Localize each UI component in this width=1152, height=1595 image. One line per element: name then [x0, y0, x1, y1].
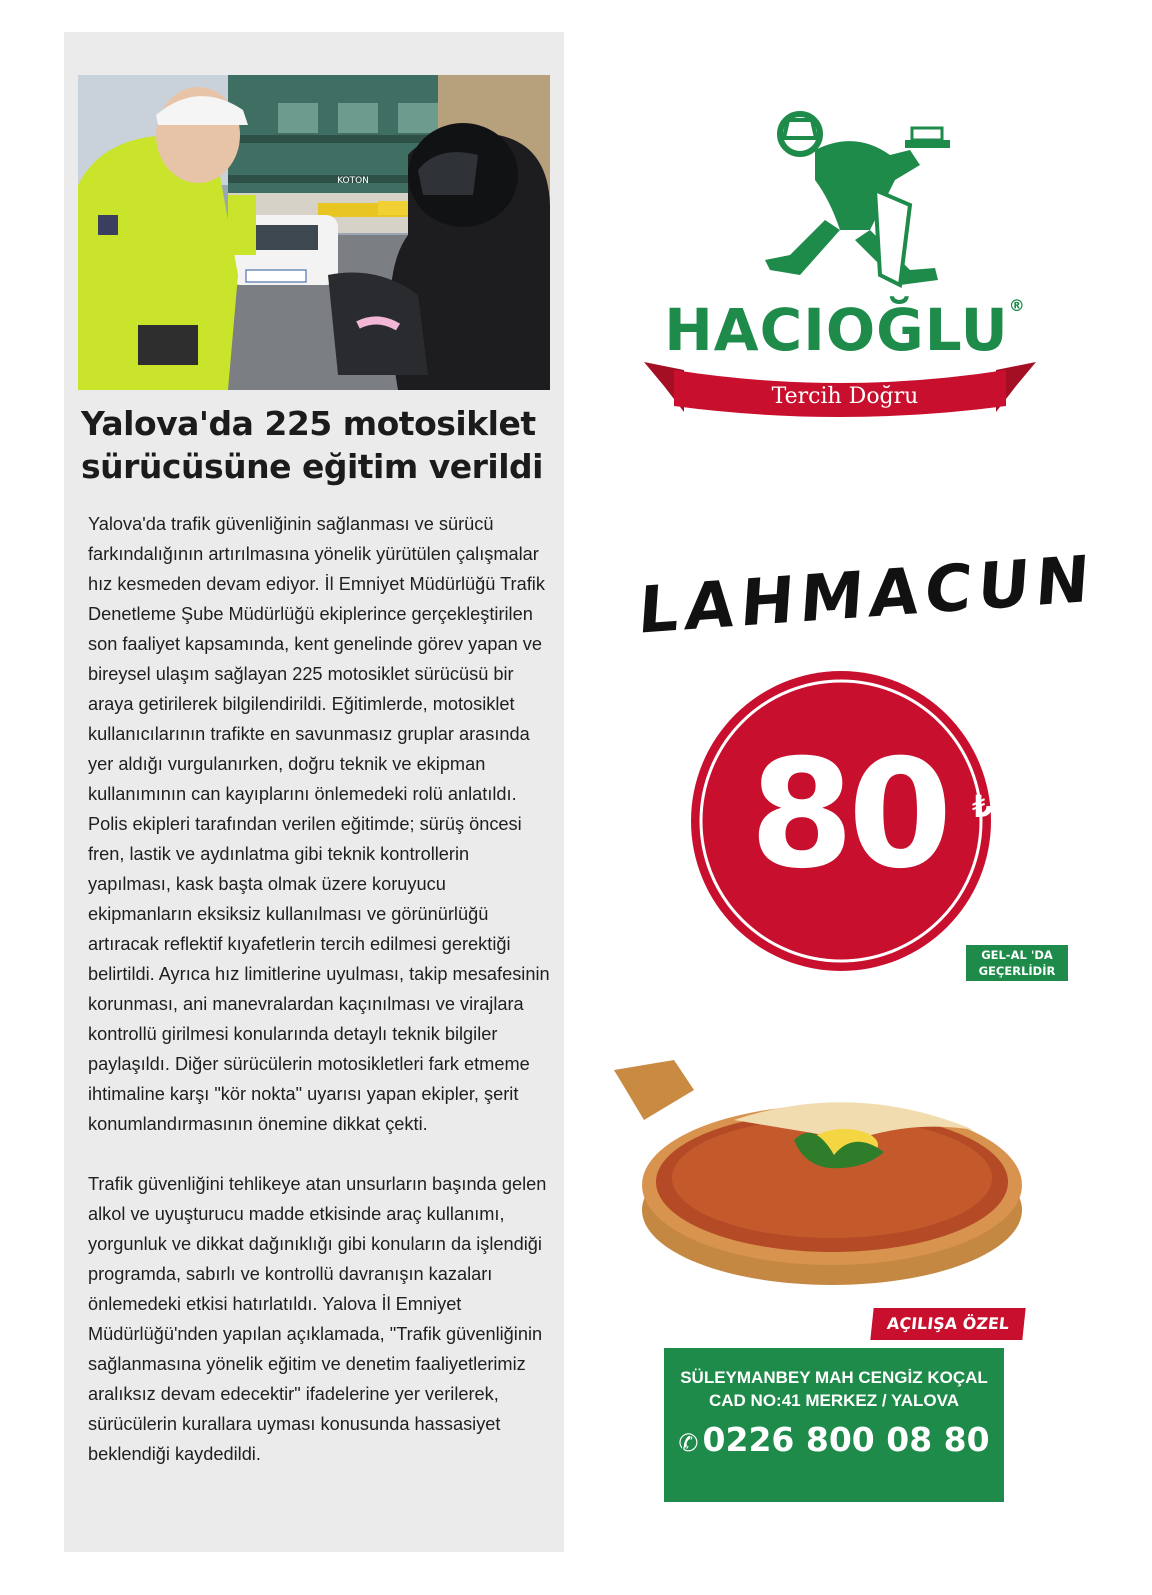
- address: SÜLEYMANBEY MAH CENGİZ KOÇAL CAD NO:41 MERKEZ / YALOVA: [680, 1368, 988, 1410]
- restaurant-advertisement: [600, 0, 1152, 1595]
- product-name: LAHMACUN: [635, 542, 1098, 649]
- article-headline: Yalova'da 225 motosiklet sürücüsüne eğitim verildi: [81, 404, 543, 486]
- opening-special-badge: AÇILIŞA ÖZEL: [870, 1308, 1025, 1340]
- slogan: Tercih Doğru: [771, 384, 919, 409]
- lahmacun-image: [614, 1060, 1034, 1290]
- currency-symbol: ₺: [972, 790, 993, 825]
- photo-store-sign: KOTON: [337, 176, 369, 186]
- police-motorcycle-photo: [78, 75, 550, 390]
- registered-mark: ®: [1008, 296, 1026, 315]
- article-paragraph: Yalova'da trafik güvenliğinin sağlanması ve sürücü farkındalığının artırılmasına yönelik yürütülen çalışmalar hız kesmeden devam ediyor. İl Emniyet Müdürlüğü Trafik Denetleme Şube Müdürlüğü ekiplerince gerçekleştirilen son faaliyet kapsamında, kent genelinde görev yapan ve bireysel ulaşım sağlayan 225 motosiklet sürücüsü bir araya getirilerek bilgilendirildi. Eğitimlerde, motosiklet kullanıcılarının trafikte en savunmasız gruplar arasında yer aldığı vurgulanırken, doğru teknik ve ekipman kullanımının can kayıplarını önlemedeki rolü anlatıldı. Polis ekipleri tarafından verilen eğitimde; sürüş öncesi fren, lastik ve aydınlatma gibi teknik kontrollerin yapılması, kask başta olmak üzere koruyucu ekipmanların eksiksiz kullanılması ve görünürlüğü artıracak reflektif kıyafetlerin tercih edilmesi gerektiği belirtildi. Ayrıca hız limitlerine uyulması, takip mesafesinin korunması, ani manevralardan kaçınılması ve virajlara kontrollü girilmesi konularında detaylı teknik bilgiler paylaşıldı. Diğer sürücülerin motosikletleri fark etmeme ihtimaline karşı "kör nokta" uyarısı yapan ekipler, şerit konumlandırmasının önemine dikkat çekti.: [88, 514, 550, 1134]
- phone-row: [664, 1418, 1004, 1465]
- brand-name-text: HACIOĞLU: [664, 296, 1009, 364]
- price-value: 80: [749, 728, 947, 902]
- contact-box: [664, 1348, 1004, 1502]
- phone-number[interactable]: 0226 800 08 80: [702, 1420, 990, 1459]
- takeaway-note: GEL-AL 'DA GEÇERLİDİR: [966, 945, 1068, 981]
- brand-name: [650, 296, 1040, 364]
- phone-icon: ✆: [678, 1429, 699, 1457]
- article-paragraph: Trafik güvenliğini tehlikeye atan unsurların başında gelen alkol ve uyuşturucu madde etkisinde araç kullanımı, yorgunluk ve dikkat dağınıklığı gibi konuların da işlendiği programda, sabırlı ve kontrollü davranışın kazaları önlemedeki etkisi hatırlatıldı. Yalova İl Emniyet Müdürlüğü'nden yapılan açıklamada, "Trafik güvenliğinin sağlanmasına yönelik eğitim ve denetim faaliyetlerimiz aralıksız devam edecektir" ifadelerine yer verilerek, sürücülerin kurallara uyması konusunda hassasiyet beklendiği kaydedildi.: [88, 1174, 547, 1464]
- waiter-mascot-logo-icon: [760, 110, 960, 300]
- news-article: [64, 32, 564, 1552]
- article-photo: [78, 75, 550, 390]
- article-body: [88, 509, 554, 1499]
